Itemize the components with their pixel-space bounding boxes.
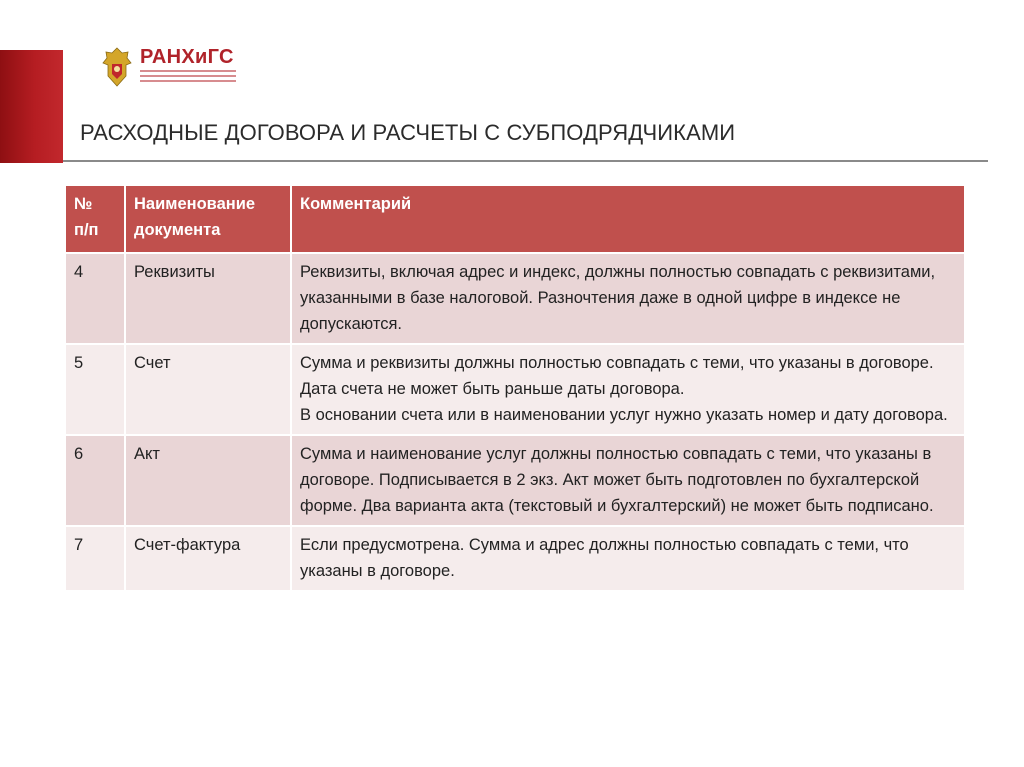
header-num-line-1: № — [74, 195, 93, 213]
table-row — [66, 436, 964, 525]
comment-paragraph: Сумма и наименование услуг должны полностью совпадать с теми, что указаны в договоре. Подписывается в 2 экз. Акт может быть подготовлен по бухгалтерской форме. Два варианта акта (текстовый и бухгалтерский) не может быть подписано. — [300, 445, 934, 515]
logo — [100, 44, 240, 90]
header-name-line-1: Наименование — [134, 195, 256, 213]
table-row — [66, 345, 964, 434]
header-name — [126, 186, 290, 252]
page-title: РАСХОДНЫЕ ДОГОВОРА И РАСЧЕТЫ С СУБПОДРЯДЧИКАМИ — [80, 120, 736, 145]
document-comment — [292, 527, 964, 590]
header-name-line-2: документа — [134, 221, 221, 239]
table-row — [66, 527, 964, 590]
document-name: Реквизиты — [126, 254, 290, 343]
comment-paragraph: Если предусмотрена. Сумма и адрес должны полностью совпадать с теми, что указаны в договоре. — [300, 536, 909, 580]
comment-paragraph: В основании счета или в наименовании услуг нужно указать номер и дату договора. — [300, 406, 948, 424]
table-body — [66, 254, 964, 590]
document-name: Счет — [126, 345, 290, 434]
comment-paragraph: Реквизиты, включая адрес и индекс, должны полностью совпадать с реквизитами, указанными в базе налоговой. Разночтения даже в одной цифре в индексе не допускаются. — [300, 263, 936, 333]
document-comment — [292, 254, 964, 343]
comment-paragraph: Сумма и реквизиты должны полностью совпадать с теми, что указаны в договоре. — [300, 354, 934, 372]
document-comment — [292, 436, 964, 525]
row-number: 6 — [66, 436, 124, 525]
coat-of-arms-icon — [100, 46, 134, 88]
title-divider — [63, 160, 988, 162]
header-comment: Комментарий — [292, 186, 964, 252]
logo-wordmark: РАНХиГС — [140, 46, 234, 68]
document-comment — [292, 345, 964, 434]
comment-paragraph: Дата счета не может быть раньше даты договора. — [300, 380, 685, 398]
header-num-line-2: п/п — [74, 221, 99, 239]
logo-subtitle-lines — [140, 70, 236, 85]
header-num — [66, 186, 124, 252]
row-number: 7 — [66, 527, 124, 590]
row-number: 4 — [66, 254, 124, 343]
document-name: Счет-фактура — [126, 527, 290, 590]
documents-table — [64, 184, 966, 592]
accent-bar — [0, 50, 63, 163]
document-name: Акт — [126, 436, 290, 525]
row-number: 5 — [66, 345, 124, 434]
table-row — [66, 254, 964, 343]
table-header-row — [66, 186, 964, 252]
